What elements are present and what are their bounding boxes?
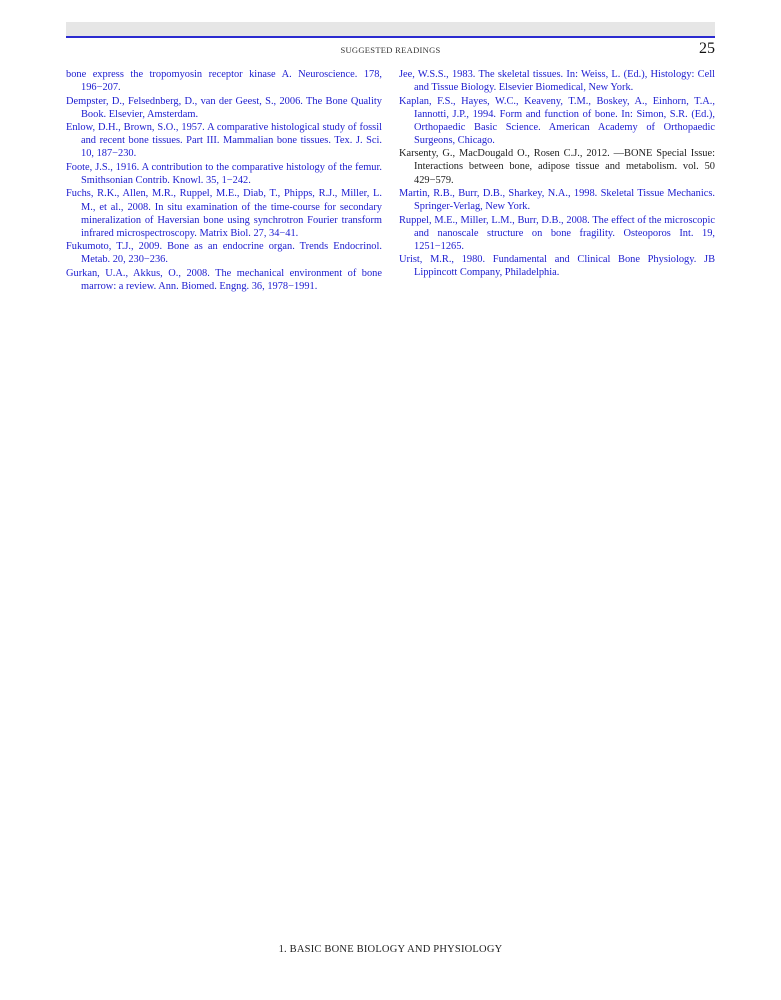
reference-item[interactable]: Gurkan, U.A., Akkus, O., 2008. The mechanical environment of bone marrow: a review. Ann. Biomed. Engng. 36, 1978−1991.	[66, 267, 382, 292]
reference-item[interactable]: Jee, W.S.S., 1983. The skeletal tissues. In: Weiss, L. (Ed.), Histology: Cell and Tissue Biology. Elsevier Biomedical, New York.	[399, 69, 715, 94]
page-number: 25	[699, 40, 715, 57]
reference-item-plain: Karsenty, G., MacDougald O., Rosen C.J., 2012. —BONE Special Issue: Interactions between bone, adipose tissue and metabolism. vol. 50 429−579.	[399, 148, 715, 186]
header-rule	[66, 36, 715, 38]
chapter-footer: 1. BASIC BONE BIOLOGY AND PHYSIOLOGY	[278, 944, 503, 955]
header-band	[66, 22, 715, 36]
reference-item[interactable]: bone express the tropomyosin receptor kinase A. Neuroscience. 178, 196−207.	[66, 69, 382, 94]
reference-item[interactable]: Urist, M.R., 1980. Fundamental and Clinical Bone Physiology. JB Lippincott Company, Philadelphia.	[399, 254, 715, 279]
running-head	[66, 42, 715, 62]
reference-item[interactable]: Fukumoto, T.J., 2009. Bone as an endocrine organ. Trends Endocrinol. Metab. 20, 230−236.	[66, 241, 382, 266]
references-left-column	[66, 68, 382, 293]
reference-item[interactable]: Enlow, D.H., Brown, S.O., 1957. A comparative histological study of fossil and recent bone tissues. Part III. Mammalian bone tissues. Tex. J. Sci. 10, 187−230.	[66, 122, 382, 160]
reference-item[interactable]: Kaplan, F.S., Hayes, W.C., Keaveny, T.M., Boskey, A., Einhorn, T.A., Iannotti, J.P., 1994. Form and function of bone. In: Simon, S.R. (Ed.), Orthopaedic Basic Science. American Academy of Orthopaedic Surgeons, Chicago.	[399, 95, 715, 146]
reference-item[interactable]: Fuchs, R.K., Allen, M.R., Ruppel, M.E., Diab, T., Phipps, R.J., Miller, L. M., et al., 2008. In situ examination of the time-course for secondary mineralization of Haversian bone using synchrotron Fourier transform infrared microspectroscopy. Matrix Biol. 27, 34−41.	[66, 188, 382, 239]
running-title: SUGGESTED READINGS	[340, 45, 441, 55]
reference-item[interactable]: Ruppel, M.E., Miller, L.M., Burr, D.B., 2008. The effect of the microscopic and nanoscale structure on bone fragility. Osteoporos Int. 19, 1251−1265.	[399, 214, 715, 252]
references-right-column	[399, 68, 715, 280]
reference-item[interactable]: Foote, J.S., 1916. A contribution to the comparative histology of the femur. Smithsonian Contrib. Knowl. 35, 1−242.	[66, 161, 382, 186]
reference-item[interactable]: Martin, R.B., Burr, D.B., Sharkey, N.A., 1998. Skeletal Tissue Mechanics. Springer-Verlag, New York.	[399, 188, 715, 213]
reference-item[interactable]: Dempster, D., Felsednberg, D., van der Geest, S., 2006. The Bone Quality Book. Elsevier, Amsterdam.	[66, 95, 382, 120]
